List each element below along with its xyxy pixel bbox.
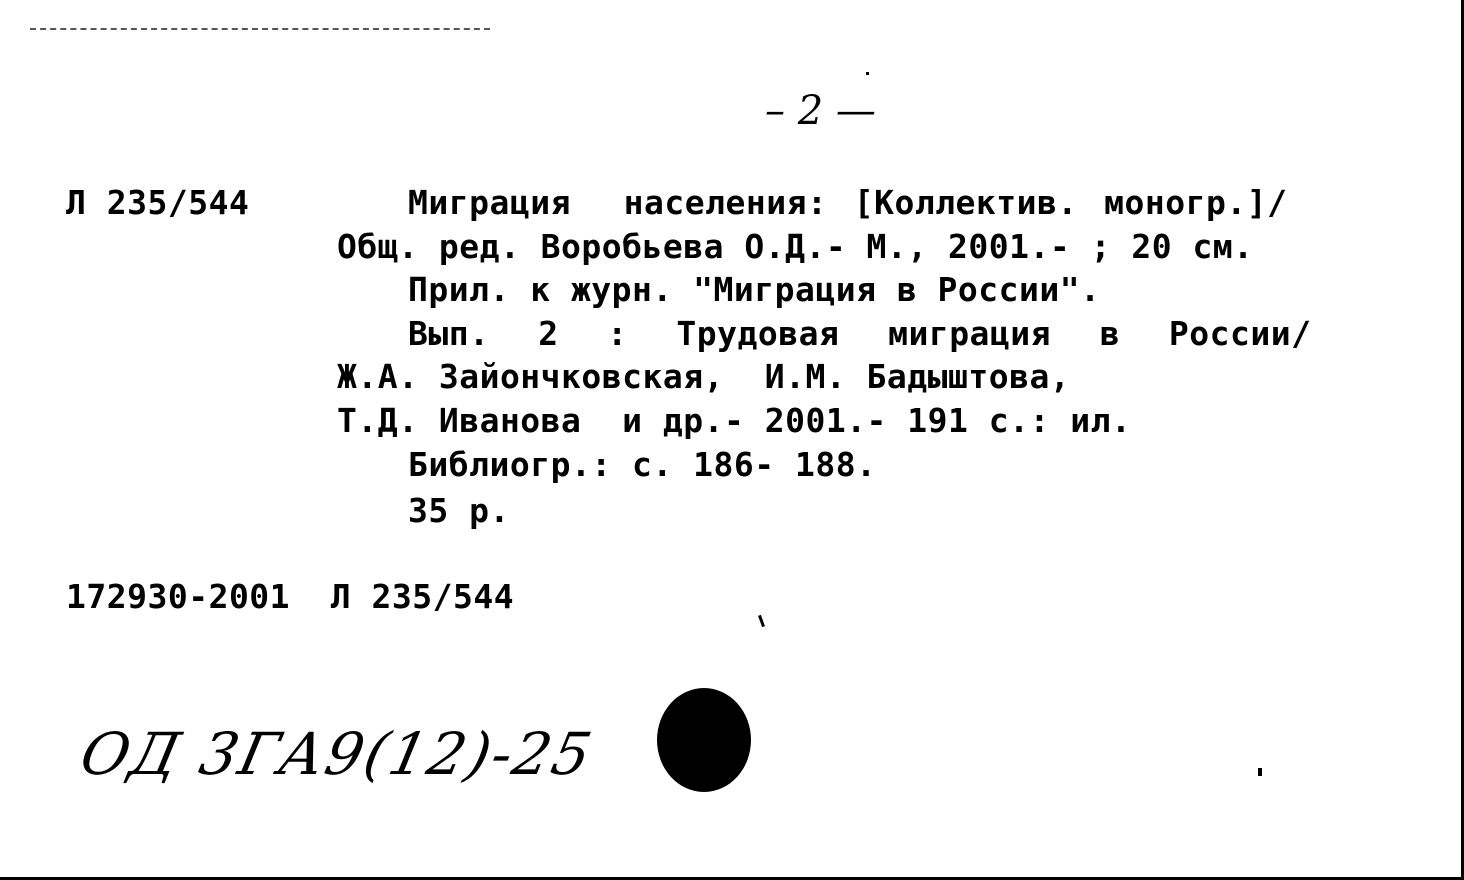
entry-line-2: Общ. ред. Воробьева О.Д.- М., 2001.- ; 20 см.	[337, 227, 1254, 266]
ink-speck	[758, 615, 765, 627]
entry-line-4: Вып. 2 : Трудовая миграция в России/	[408, 314, 1312, 353]
shelf-mark: Л 235/544	[66, 183, 250, 222]
accession-number: 172930-2001 Л 235/544	[66, 577, 515, 616]
entry-line-5: Ж.А. Зайончковская, И.М. Бадыштова,	[337, 357, 1071, 396]
ink-speck	[866, 72, 869, 75]
top-dashed-rule	[30, 28, 490, 30]
page-mark: – 2 —	[765, 88, 876, 134]
entry-line-1: Миграция населения: [Коллектив. моногр.]/	[408, 183, 1288, 222]
handwritten-code: ОД 3ГА9(12)-25	[74, 720, 599, 788]
punch-hole	[657, 688, 751, 792]
entry-line-7: Библиогр.: с. 186- 188.	[408, 445, 877, 484]
entry-line-8: 35 р.	[408, 491, 510, 530]
ink-speck	[1258, 768, 1262, 776]
entry-line-6: Т.Д. Иванова и др.- 2001.- 191 с.: ил.	[337, 401, 1132, 440]
entry-line-3: Прил. к журн. "Миграция в России".	[408, 270, 1101, 309]
